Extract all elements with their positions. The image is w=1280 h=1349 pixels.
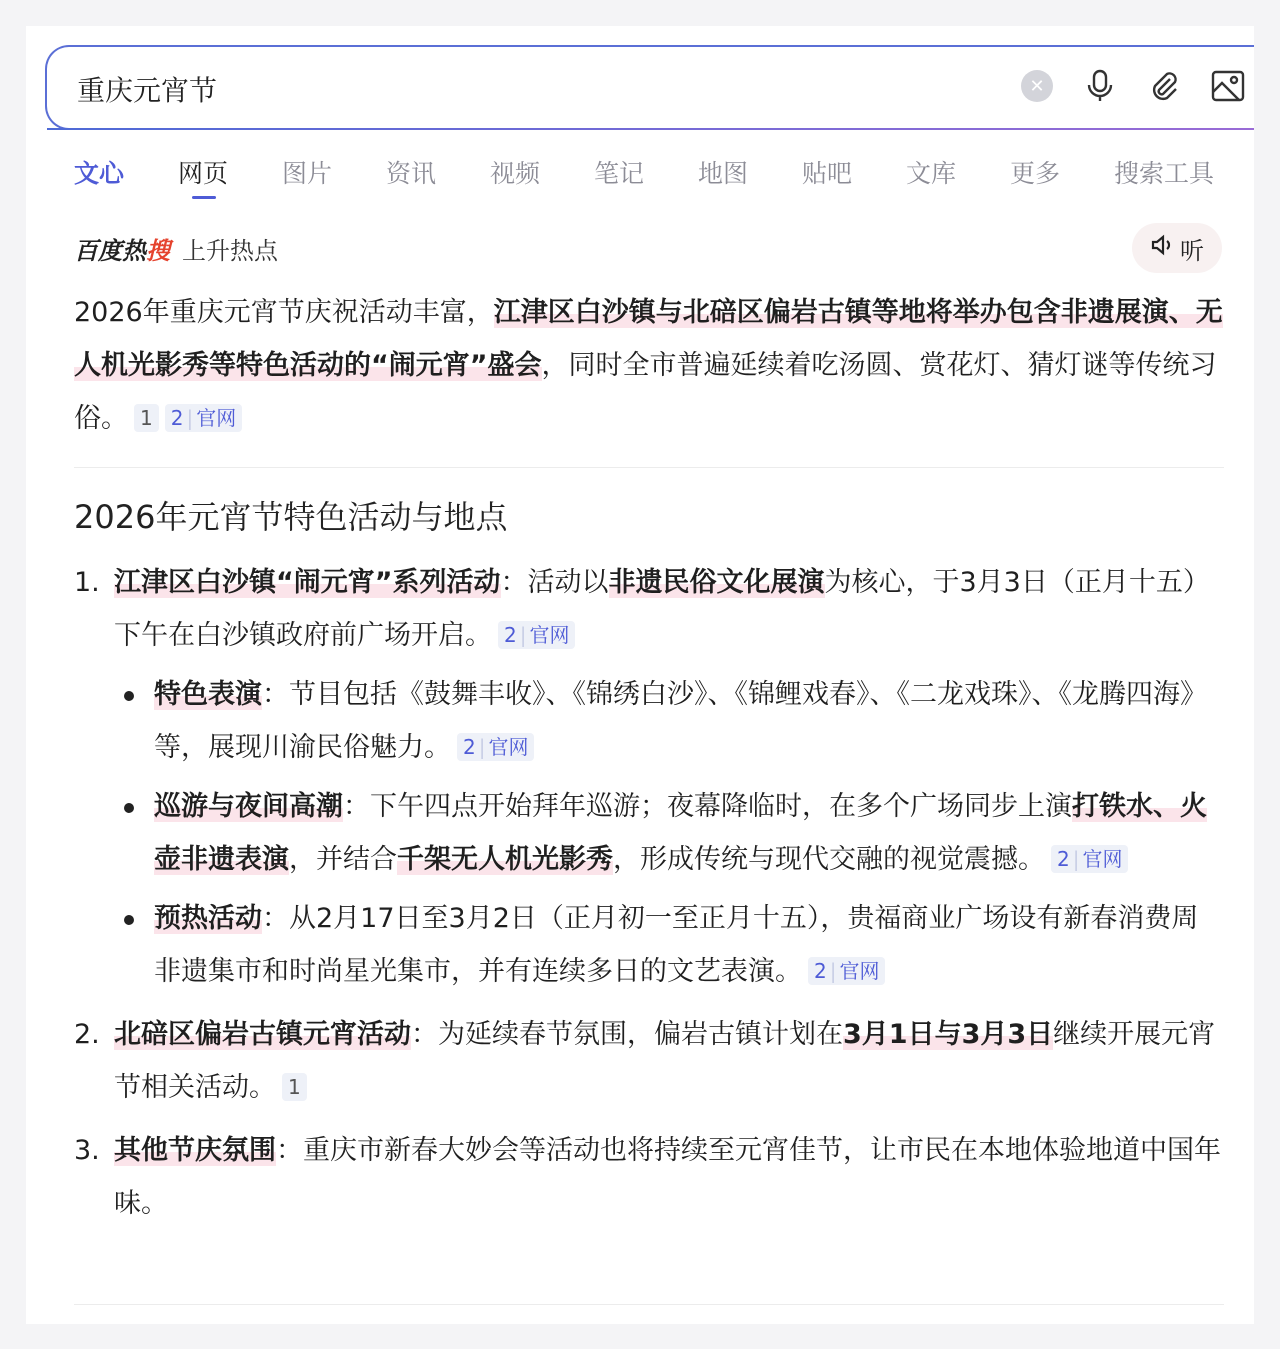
bullet-icon <box>124 915 134 925</box>
text: ：重庆市新春大妙会等活动也将持续至元宵佳节，让市民在本地体验地道中国年味。 <box>114 1135 1221 1219</box>
citation-separator: | <box>829 959 837 983</box>
clear-icon[interactable]: ✕ <box>1021 70 1053 102</box>
summary-paragraph <box>74 286 1224 445</box>
tab-wenku[interactable]: 文库 <box>906 159 957 188</box>
hot-label: 上升热点 <box>182 237 278 265</box>
numbered-item <box>74 1008 1224 1114</box>
highlighted-text: 江津区白沙镇“闹元宵”系列活动 <box>114 567 501 598</box>
logo-main: 百度热 <box>74 237 146 265</box>
citation-badge[interactable] <box>134 404 159 432</box>
citation-number: 1 <box>140 406 153 430</box>
tab-map[interactable]: 地图 <box>698 159 749 188</box>
answer-body <box>74 286 1224 1240</box>
text: 为核心，于3月3日（正月十五）下午在白沙镇政府前广场开启。 <box>114 567 1210 651</box>
attachment-icon[interactable] <box>1147 69 1181 103</box>
citation-number: 2 <box>814 959 827 983</box>
highlighted-text: 打铁水、火壶非遗表演 <box>154 791 1207 875</box>
citation-badge[interactable] <box>282 1073 307 1101</box>
bullet-icon <box>124 691 134 701</box>
bullet-icon <box>124 803 134 813</box>
citation-number: 2 <box>170 406 184 430</box>
tab-news[interactable]: 资讯 <box>386 159 437 188</box>
citation-separator: | <box>519 623 527 647</box>
citation-source: 官网 <box>488 735 529 759</box>
list-item <box>74 1008 1224 1114</box>
text: ，并结合 <box>289 844 397 875</box>
highlighted-text: 巡游与夜间高潮 <box>154 791 343 822</box>
search-tabs <box>74 154 1218 190</box>
listen-label: 听 <box>1180 236 1204 265</box>
highlighted-text: 千架无人机光影秀 <box>397 844 613 875</box>
list-item <box>74 556 1224 998</box>
text: 继续开展元宵节相关活动。 <box>114 1019 1216 1103</box>
text: ，同时全市普遍延续着吃汤圆、赏花灯、猜灯谜等传统习俗。 <box>74 350 1217 434</box>
activity-list <box>74 556 1224 1230</box>
highlighted-text: 江津区白沙镇与北碚区偏岩古镇等地将举办包含非遗展演、无人机光影秀等特色活动的“闹元宵”盛会 <box>74 297 1223 381</box>
highlighted-text: 非遗民俗文化展演 <box>608 567 825 598</box>
highlighted-text: 预热活动 <box>154 903 262 934</box>
citation-badge[interactable] <box>498 621 575 649</box>
citation-separator: | <box>478 735 486 759</box>
microphone-icon[interactable] <box>1083 69 1117 103</box>
citation-badge[interactable] <box>1051 845 1128 873</box>
speaker-icon <box>1150 233 1174 263</box>
citation-source: 官网 <box>529 623 570 647</box>
citation-number: 1 <box>288 1075 301 1099</box>
tab-video[interactable]: 视频 <box>490 159 541 188</box>
text: ：下午四点开始拜年巡游；夜幕降临时，在多个广场同步上演 <box>343 791 1072 822</box>
tab-wenxin[interactable]: 文心 <box>74 159 125 188</box>
citation-badge[interactable] <box>165 404 242 432</box>
search-result-card <box>26 26 1254 1324</box>
citation-source: 官网 <box>1082 847 1123 871</box>
tab-more[interactable]: 更多 <box>1010 159 1061 188</box>
listen-button[interactable] <box>1132 223 1222 273</box>
text: ：活动以 <box>500 567 609 598</box>
citation-badge[interactable] <box>457 733 534 761</box>
bullet-item <box>74 668 1224 774</box>
citation-source: 官网 <box>196 406 237 430</box>
text: ：节目包括《鼓舞丰收》、《锦绣白沙》、《锦鲤戏春》、《二龙戏珠》、《龙腾四海》等，展现川渝民俗魅力。 <box>154 679 1207 763</box>
numbered-item <box>74 556 1224 662</box>
citation-separator: | <box>1072 847 1080 871</box>
logo-accent: 搜 <box>146 237 170 265</box>
citation-source: 官网 <box>839 959 880 983</box>
citation-number: 2 <box>463 735 476 759</box>
tab-notes[interactable]: 笔记 <box>594 159 645 188</box>
tab-search-tools[interactable]: 搜索工具 <box>1114 159 1215 188</box>
divider <box>74 467 1224 468</box>
highlighted-text: 3月1日与3月3日 <box>843 1019 1054 1050</box>
baidu-hot-search-logo <box>74 231 170 266</box>
bullet-item <box>74 780 1224 886</box>
citation-badge[interactable] <box>808 957 885 985</box>
numbered-item <box>74 1124 1224 1230</box>
divider <box>74 1304 1224 1305</box>
highlighted-text: 特色表演 <box>154 679 262 710</box>
highlighted-text: 其他节庆氛围 <box>114 1135 276 1166</box>
list-item <box>74 1124 1224 1230</box>
citation-number: 2 <box>504 623 517 647</box>
tab-tieba[interactable]: 贴吧 <box>802 159 853 188</box>
text: ，形成传统与现代交融的视觉震撼。 <box>613 844 1045 875</box>
tab-web[interactable]: 网页 <box>178 154 282 190</box>
hot-search-header <box>74 231 278 266</box>
search-box[interactable] <box>45 45 1254 130</box>
item-number: 3. <box>74 1135 100 1166</box>
section-title: 2026年元宵节特色活动与地点 <box>74 498 508 536</box>
bullet-item <box>74 892 1224 998</box>
image-search-icon[interactable] <box>1211 69 1245 103</box>
search-input[interactable]: 重庆元宵节 <box>77 74 218 107</box>
text: ：为延续春节氛围，偏岩古镇计划在 <box>411 1019 843 1050</box>
highlighted-text: 北碚区偏岩古镇元宵活动 <box>114 1019 411 1050</box>
item-number: 2. <box>74 1019 100 1050</box>
text: 2026年重庆元宵节庆祝活动丰富， <box>74 297 494 328</box>
text: ：从2月17日至3月2日（正月初一至正月十五），贵福商业广场设有新春消费周非遗集市和时尚星光集市，并有连续多日的文艺表演。 <box>154 903 1199 987</box>
citation-separator: | <box>186 406 194 430</box>
tab-images[interactable]: 图片 <box>282 159 333 188</box>
item-number: 1. <box>74 567 100 598</box>
citation-number: 2 <box>1057 847 1070 871</box>
